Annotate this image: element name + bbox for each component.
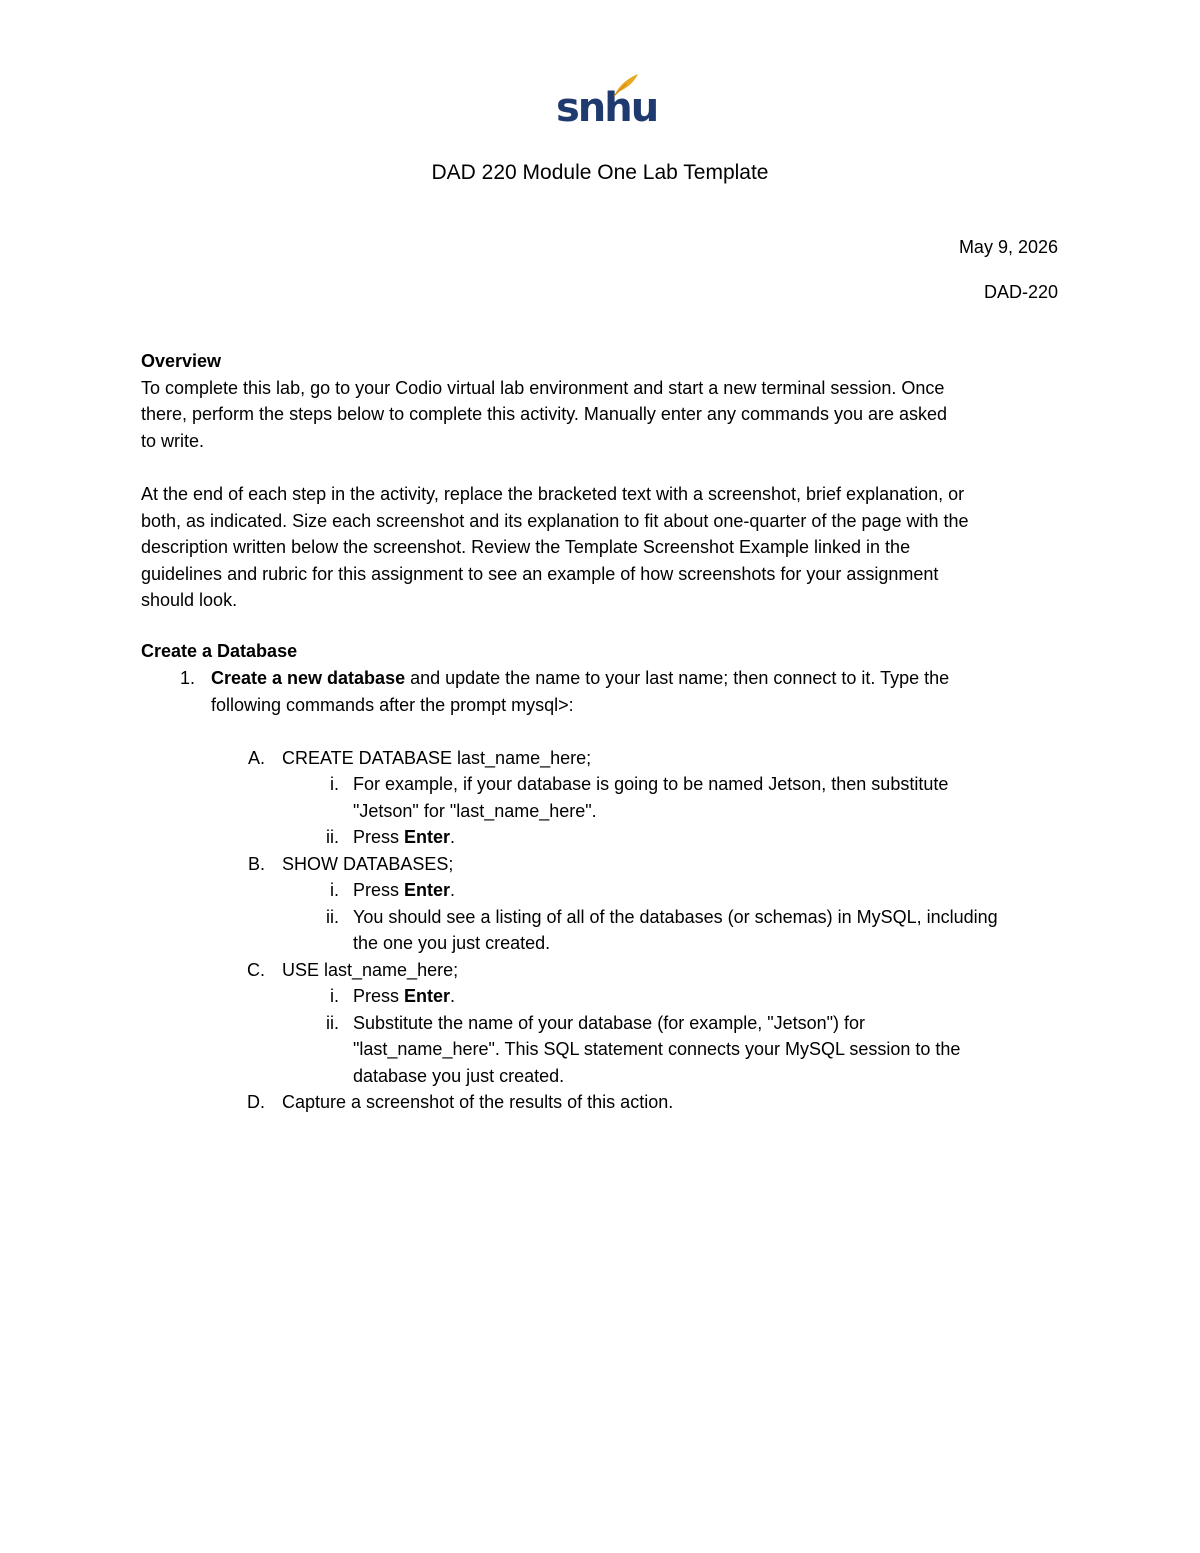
list-marker: A. [247,747,265,768]
list-item-A-i [141,771,1061,824]
step-1-line-2: following commands after the prompt mysql>: [211,694,574,715]
overview-paragraph-2 [141,481,1061,614]
list-marker: C. [247,959,265,980]
list-item-C-i [141,983,1061,1010]
create-database-section [141,638,1061,665]
list-marker: ii. [326,1012,339,1033]
list-item-B-i [141,877,1061,904]
period: . [450,827,456,847]
list-marker: ii. [326,827,339,847]
overview-heading: Overview [141,351,222,371]
list-item-C [141,957,1061,984]
step-1-line-1: and update the name to your last name; then connect to it. Type the [405,668,950,688]
item-D-text: Capture a screenshot of the results of this action. [282,1092,674,1112]
enter-key-label: Enter [404,986,451,1006]
overview-section [141,348,1061,454]
step-1-bold: Create a new database [211,668,406,688]
list-marker: i. [330,774,339,794]
overview-p2-line-5: should look. [141,590,238,610]
list-item-D [141,1089,1061,1116]
item-C-ii-line-3: database you just created. [353,1065,565,1086]
item-A-text: CREATE DATABASE last_name_here; [282,747,592,768]
document-title: DAD 220 Module One Lab Template [431,161,769,184]
feather-icon [612,72,640,98]
document-date: May 9, 2026 [958,237,1058,257]
overview-p2-line-1: At the end of each step in the activity, replace the bracketed text with a screenshot, brief explanation, or [141,484,965,504]
list-marker: 1. [179,668,195,688]
overview-p1-line-3: to write. [141,430,205,451]
list-item-A [141,745,1061,772]
press-label: Press [353,827,405,847]
period: . [450,986,456,1006]
list-marker: i. [330,986,339,1006]
list-item-B-ii [141,904,1061,957]
enter-key-label: Enter [404,827,451,847]
list-marker: i. [330,880,339,900]
item-C-ii-line-1: Substitute the name of your database (for example, "Jetson") for [353,1012,866,1033]
overview-p2-line-4: guidelines and rubric for this assignment to see an example of how screenshots for your assignment [141,563,939,584]
logo-wordmark: snhu [556,85,658,131]
overview-p2-line-3: description written below the screenshot. Review the Template Screenshot Example linked in the [141,537,911,557]
course-code: DAD-220 [983,282,1058,302]
item-B-ii-line-2: the one you just created. [353,933,551,953]
instruction-list [141,665,1061,1116]
list-item-step-1 [141,665,1061,718]
overview-p2-line-2: both, as indicated. Size each screenshot and its explanation to fit about one-quarter of the page with the [141,510,969,531]
overview-p1-line-1: To complete this lab, go to your Codio virtual lab environment and start a new terminal session. Once [141,377,945,398]
press-label: Press [353,986,405,1006]
list-item-C-ii [141,1010,1061,1090]
period: . [450,880,456,900]
snhu-logo [552,72,658,134]
list-marker: ii. [326,906,339,927]
list-marker: B. [247,853,265,874]
create-database-heading: Create a Database [141,641,298,661]
item-B-text: SHOW DATABASES; [282,853,454,874]
item-B-ii-line-1: You should see a listing of all of the databases (or schemas) in MySQL, including [353,906,998,927]
item-C-text: USE last_name_here; [282,959,459,980]
enter-key-label: Enter [404,880,451,900]
overview-paragraph-1 [141,375,1061,455]
press-label: Press [353,880,405,900]
list-item-B [141,851,1061,878]
item-A-i-line-1: For example, if your database is going to be named Jetson, then substitute [353,774,949,794]
list-item-A-ii [141,824,1061,851]
item-A-i-line-2: "Jetson" for "last_name_here". [353,800,597,821]
list-marker: D. [247,1092,265,1112]
item-C-ii-line-2: "last_name_here". This SQL statement connects your MySQL session to the [353,1039,961,1059]
overview-p1-line-2: there, perform the steps below to complete this activity. Manually enter any commands you are asked [141,404,948,424]
